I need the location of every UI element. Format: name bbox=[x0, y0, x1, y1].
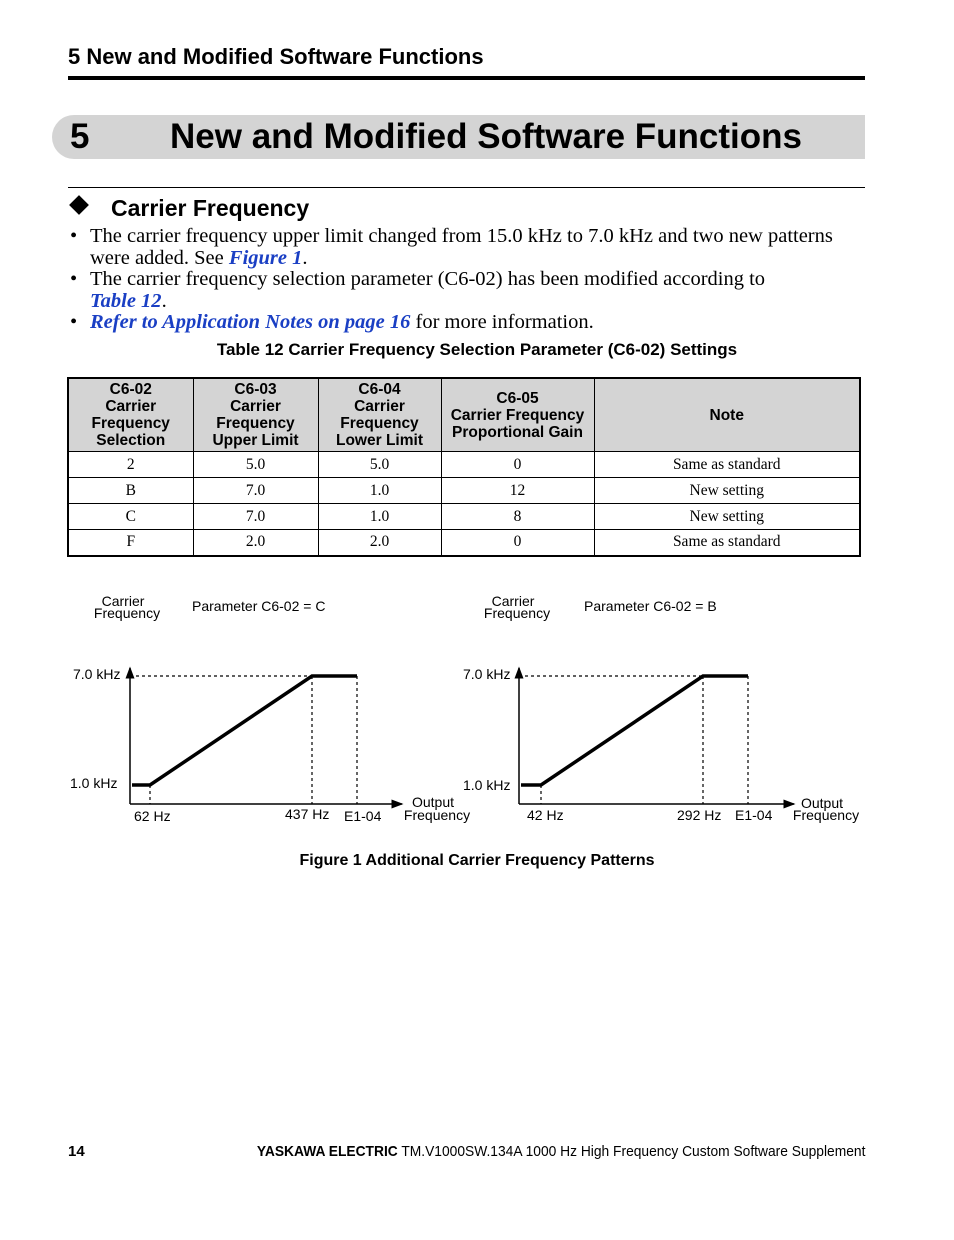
x-tick-knee: 437 Hz bbox=[285, 806, 330, 822]
carrier-frequency-figure bbox=[0, 580, 954, 840]
x-axis-label-line1: Output bbox=[411, 794, 455, 810]
section-number: 5 bbox=[70, 117, 90, 156]
table-cell: Same as standard bbox=[594, 452, 860, 478]
y-axis-label-line1: Carrier bbox=[101, 593, 145, 609]
table-12-link[interactable]: Table 12 bbox=[90, 290, 162, 312]
table-caption: Table 12 Carrier Frequency Selection Parameter (C6-02) Settings bbox=[216, 340, 738, 359]
x-axis-label-line1: Output bbox=[800, 795, 844, 811]
bullet-marker: • bbox=[70, 268, 78, 290]
table-cell: B bbox=[68, 478, 193, 504]
page-number: 14 bbox=[68, 1143, 85, 1160]
y-axis-label-line2: Frequency bbox=[93, 605, 161, 621]
y-tick-high: 7.0 kHz bbox=[73, 666, 121, 682]
y-tick-high: 7.0 kHz bbox=[463, 666, 511, 682]
table-header-row bbox=[68, 378, 860, 452]
y-axis-label-line2: Frequency bbox=[483, 605, 551, 621]
figure-caption: Figure 1 Additional Carrier Frequency Patterns bbox=[299, 852, 655, 869]
header-note: Note bbox=[594, 378, 860, 452]
graph-b bbox=[463, 593, 859, 823]
table-cell: 1.0 bbox=[318, 478, 441, 504]
x-tick-knee: 292 Hz bbox=[677, 807, 722, 823]
x-tick-end: E1-04 bbox=[735, 807, 773, 823]
bullet-marker: • bbox=[70, 225, 78, 247]
parameter-table bbox=[67, 377, 861, 557]
x-axis-label-line2: Frequency bbox=[792, 807, 860, 823]
header-c6-05: C6-05 Carrier Frequency Proportional Gain bbox=[441, 378, 594, 452]
table-cell: C bbox=[68, 504, 193, 530]
table-row bbox=[68, 530, 860, 556]
table-cell: 2.0 bbox=[318, 530, 441, 556]
y-axis-label-line1: Carrier bbox=[491, 593, 535, 609]
running-header: 5 New and Modified Software Functions bbox=[68, 44, 484, 69]
bullet-2-line-1: The carrier frequency selection parameter (C6-02) has been modified according to bbox=[90, 268, 766, 290]
section-title: New and Modified Software Functions bbox=[170, 117, 802, 156]
bullet-3-line-1: Refer to Application Notes on page 16 for more information. bbox=[90, 311, 594, 333]
table-cell: 7.0 bbox=[193, 504, 318, 530]
y-tick-low: 1.0 kHz bbox=[463, 777, 511, 793]
frequency-curve bbox=[132, 676, 357, 785]
table-cell: Same as standard bbox=[594, 530, 860, 556]
subsection-title: Carrier Frequency bbox=[111, 195, 310, 221]
diamond-icon bbox=[69, 195, 89, 215]
table-row bbox=[68, 478, 860, 504]
header-c6-02: C6-02 Carrier Frequency Selection bbox=[68, 378, 193, 452]
header-rule bbox=[68, 76, 865, 80]
figure-1-link[interactable]: Figure 1 bbox=[228, 247, 303, 269]
table-cell: 2.0 bbox=[193, 530, 318, 556]
bullet-1-line-2: were added. See Figure 1. bbox=[90, 247, 308, 269]
table-cell: 8 bbox=[441, 504, 594, 530]
table-cell: 0 bbox=[441, 530, 594, 556]
table-cell: New setting bbox=[594, 504, 860, 530]
table-cell: New setting bbox=[594, 478, 860, 504]
application-notes-link[interactable]: Refer to Application Notes on page 16 bbox=[90, 311, 411, 333]
table-row bbox=[68, 504, 860, 530]
table-cell: 7.0 bbox=[193, 478, 318, 504]
x-axis-label-line2: Frequency bbox=[403, 807, 471, 823]
table-cell: 0 bbox=[441, 452, 594, 478]
table-cell: 12 bbox=[441, 478, 594, 504]
x-tick-start: 42 Hz bbox=[527, 807, 564, 823]
footer-document-title bbox=[257, 1143, 865, 1160]
header-c6-04: C6-04 Carrier Frequency Lower Limit bbox=[318, 378, 441, 452]
frequency-curve bbox=[521, 676, 748, 785]
table-cell: 1.0 bbox=[318, 504, 441, 530]
x-tick-start: 62 Hz bbox=[134, 808, 171, 824]
footer-doc-id: TM.V1000SW.134A 1000 Hz High Frequency Custom Software Supplement bbox=[397, 1143, 865, 1160]
subsection-rule bbox=[68, 187, 865, 188]
table-row bbox=[68, 452, 860, 478]
table-cell: 5.0 bbox=[318, 452, 441, 478]
bullet-1-line-1: The carrier frequency upper limit changed from 15.0 kHz to 7.0 kHz and two new patterns bbox=[90, 225, 833, 247]
bullet-2-line-2: Table 12. bbox=[90, 290, 167, 312]
table-cell: 5.0 bbox=[193, 452, 318, 478]
table-cell: 2 bbox=[68, 452, 193, 478]
param-label: Parameter C6-02 = B bbox=[584, 598, 717, 614]
x-tick-end: E1-04 bbox=[344, 808, 382, 824]
bullet-marker: • bbox=[70, 311, 78, 333]
y-tick-low: 1.0 kHz bbox=[70, 775, 118, 791]
footer-company: YASKAWA ELECTRIC bbox=[256, 1143, 398, 1160]
header-c6-03: C6-03 Carrier Frequency Upper Limit bbox=[193, 378, 318, 452]
graph-c bbox=[70, 593, 470, 824]
param-label: Parameter C6-02 = C bbox=[192, 598, 326, 614]
table-cell: F bbox=[68, 530, 193, 556]
